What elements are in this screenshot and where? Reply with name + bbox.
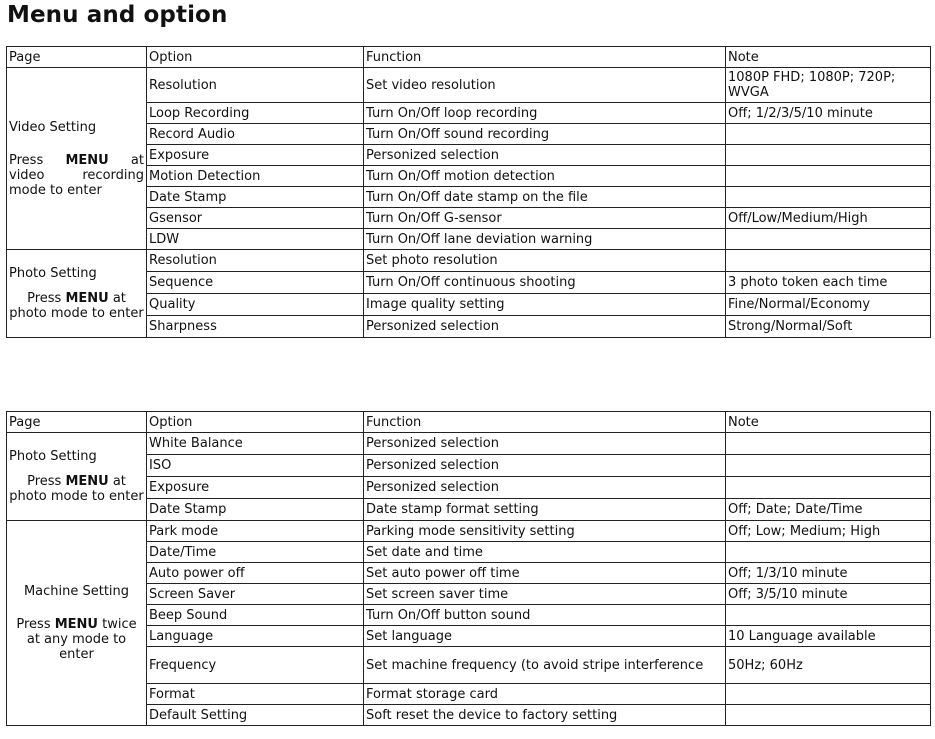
function-cell: Personized selection bbox=[364, 477, 726, 499]
header-function: Function bbox=[364, 412, 726, 433]
function-cell: Set auto power off time bbox=[364, 563, 726, 584]
note-cell: Off; 1/2/3/5/10 minute bbox=[726, 103, 931, 124]
header-note: Note bbox=[726, 47, 931, 68]
note-cell bbox=[726, 145, 931, 166]
function-cell: Turn On/Off date stamp on the file bbox=[364, 187, 726, 208]
function-cell: Personized selection bbox=[364, 316, 726, 338]
menu-key: MENU bbox=[54, 617, 98, 632]
function-cell: Personized selection bbox=[364, 433, 726, 455]
note-cell: Off; Date; Date/Time bbox=[726, 499, 931, 521]
hint-text: at photo mode to enter bbox=[9, 474, 144, 504]
menu-table-2 bbox=[6, 411, 931, 726]
option-cell: Exposure bbox=[147, 145, 364, 166]
function-cell: Set screen saver time bbox=[364, 584, 726, 605]
note-cell: Off/Low/Medium/High bbox=[726, 208, 931, 229]
table-row bbox=[7, 68, 931, 103]
note-cell: Strong/Normal/Soft bbox=[726, 316, 931, 338]
hint-text: Press bbox=[27, 474, 66, 489]
option-cell: Record Audio bbox=[147, 124, 364, 145]
header-row bbox=[7, 412, 931, 433]
function-cell: Turn On/Off motion detection bbox=[364, 166, 726, 187]
option-cell: Beep Sound bbox=[147, 605, 364, 626]
note-cell: Off; Low; Medium; High bbox=[726, 521, 931, 542]
note-cell bbox=[726, 542, 931, 563]
note-cell: Off; 1/3/10 minute bbox=[726, 563, 931, 584]
note-cell: 3 photo token each time bbox=[726, 272, 931, 294]
menu-key: MENU bbox=[65, 152, 109, 168]
function-cell: Turn On/Off sound recording bbox=[364, 124, 726, 145]
function-cell: Image quality setting bbox=[364, 294, 726, 316]
option-cell: Default Setting bbox=[147, 705, 364, 726]
function-cell: Parking mode sensitivity setting bbox=[364, 521, 726, 542]
function-cell: Set photo resolution bbox=[364, 250, 726, 272]
option-cell: Date Stamp bbox=[147, 499, 364, 521]
page-cell-machine-setting bbox=[7, 521, 147, 726]
function-cell: Format storage card bbox=[364, 684, 726, 705]
menu-key: MENU bbox=[65, 474, 109, 489]
function-cell: Personized selection bbox=[364, 455, 726, 477]
option-cell: LDW bbox=[147, 229, 364, 250]
function-cell: Set date and time bbox=[364, 542, 726, 563]
option-cell: Date Stamp bbox=[147, 187, 364, 208]
function-cell: Personized selection bbox=[364, 145, 726, 166]
note-cell bbox=[726, 477, 931, 499]
table-row bbox=[7, 521, 931, 542]
function-cell: Turn On/Off lane deviation warning bbox=[364, 229, 726, 250]
note-cell bbox=[726, 705, 931, 726]
header-function: Function bbox=[364, 47, 726, 68]
menu-table-1 bbox=[6, 46, 931, 338]
function-cell: Date stamp format setting bbox=[364, 499, 726, 521]
option-cell: Frequency bbox=[147, 647, 364, 684]
note-cell bbox=[726, 433, 931, 455]
page-cell-photo-setting bbox=[7, 250, 147, 338]
header-row bbox=[7, 47, 931, 68]
note-cell: 10 Language available bbox=[726, 626, 931, 647]
function-cell: Turn On/Off loop recording bbox=[364, 103, 726, 124]
header-option: Option bbox=[147, 47, 364, 68]
note-cell: 1080P FHD; 1080P; 720P; WVGA bbox=[726, 68, 931, 103]
option-cell: Exposure bbox=[147, 477, 364, 499]
function-cell: Set video resolution bbox=[364, 68, 726, 103]
note-cell bbox=[726, 166, 931, 187]
hint-text: Press bbox=[9, 152, 66, 168]
hint-text: at photo mode to enter bbox=[9, 291, 144, 321]
note-cell: Fine/Normal/Economy bbox=[726, 294, 931, 316]
option-cell: Language bbox=[147, 626, 364, 647]
option-cell: Resolution bbox=[147, 68, 364, 103]
option-cell: Sharpness bbox=[147, 316, 364, 338]
page-hint bbox=[9, 474, 144, 504]
table-row bbox=[7, 250, 931, 272]
note-cell bbox=[726, 605, 931, 626]
page-title: Menu and option bbox=[7, 2, 228, 28]
hint-text: at video recording mode to enter bbox=[9, 152, 144, 198]
page-name: Photo Setting bbox=[9, 449, 97, 464]
function-cell: Turn On/Off G-sensor bbox=[364, 208, 726, 229]
page-name: Photo Setting bbox=[9, 266, 97, 281]
option-cell: White Balance bbox=[147, 433, 364, 455]
page-hint bbox=[9, 291, 144, 321]
function-cell: Set machine frequency (to avoid stripe interference bbox=[364, 647, 726, 684]
note-cell: Off; 3/5/10 minute bbox=[726, 584, 931, 605]
function-cell: Soft reset the device to factory setting bbox=[364, 705, 726, 726]
page-name: Machine Setting bbox=[23, 584, 130, 599]
table-row bbox=[7, 433, 931, 455]
option-cell: Park mode bbox=[147, 521, 364, 542]
option-cell: Screen Saver bbox=[147, 584, 364, 605]
note-cell bbox=[726, 124, 931, 145]
function-cell: Turn On/Off continuous shooting bbox=[364, 272, 726, 294]
option-cell: ISO bbox=[147, 455, 364, 477]
option-cell: Quality bbox=[147, 294, 364, 316]
option-cell: Resolution bbox=[147, 250, 364, 272]
option-cell: Gsensor bbox=[147, 208, 364, 229]
function-cell: Set language bbox=[364, 626, 726, 647]
option-cell: Sequence bbox=[147, 272, 364, 294]
hint-text: Press bbox=[16, 617, 55, 632]
note-cell bbox=[726, 250, 931, 272]
option-cell: Loop Recording bbox=[147, 103, 364, 124]
header-page: Page bbox=[7, 412, 147, 433]
function-cell: Turn On/Off button sound bbox=[364, 605, 726, 626]
note-cell bbox=[726, 187, 931, 208]
header-page: Page bbox=[7, 47, 147, 68]
note-cell bbox=[726, 229, 931, 250]
note-cell: 50Hz; 60Hz bbox=[726, 647, 931, 684]
header-option: Option bbox=[147, 412, 364, 433]
option-cell: Date/Time bbox=[147, 542, 364, 563]
hint-text: Press bbox=[27, 291, 66, 306]
option-cell: Format bbox=[147, 684, 364, 705]
page-cell-video-setting bbox=[7, 68, 147, 250]
option-cell: Motion Detection bbox=[147, 166, 364, 187]
note-cell bbox=[726, 455, 931, 477]
hint-text: twice at any mode to enter bbox=[26, 617, 137, 662]
option-cell: Auto power off bbox=[147, 563, 364, 584]
header-note: Note bbox=[726, 412, 931, 433]
page-name: Video Setting bbox=[9, 119, 97, 135]
page-hint bbox=[9, 153, 144, 198]
menu-key: MENU bbox=[65, 291, 109, 306]
note-cell bbox=[726, 684, 931, 705]
page-hint bbox=[9, 617, 144, 662]
page-cell-photo-setting bbox=[7, 433, 147, 521]
